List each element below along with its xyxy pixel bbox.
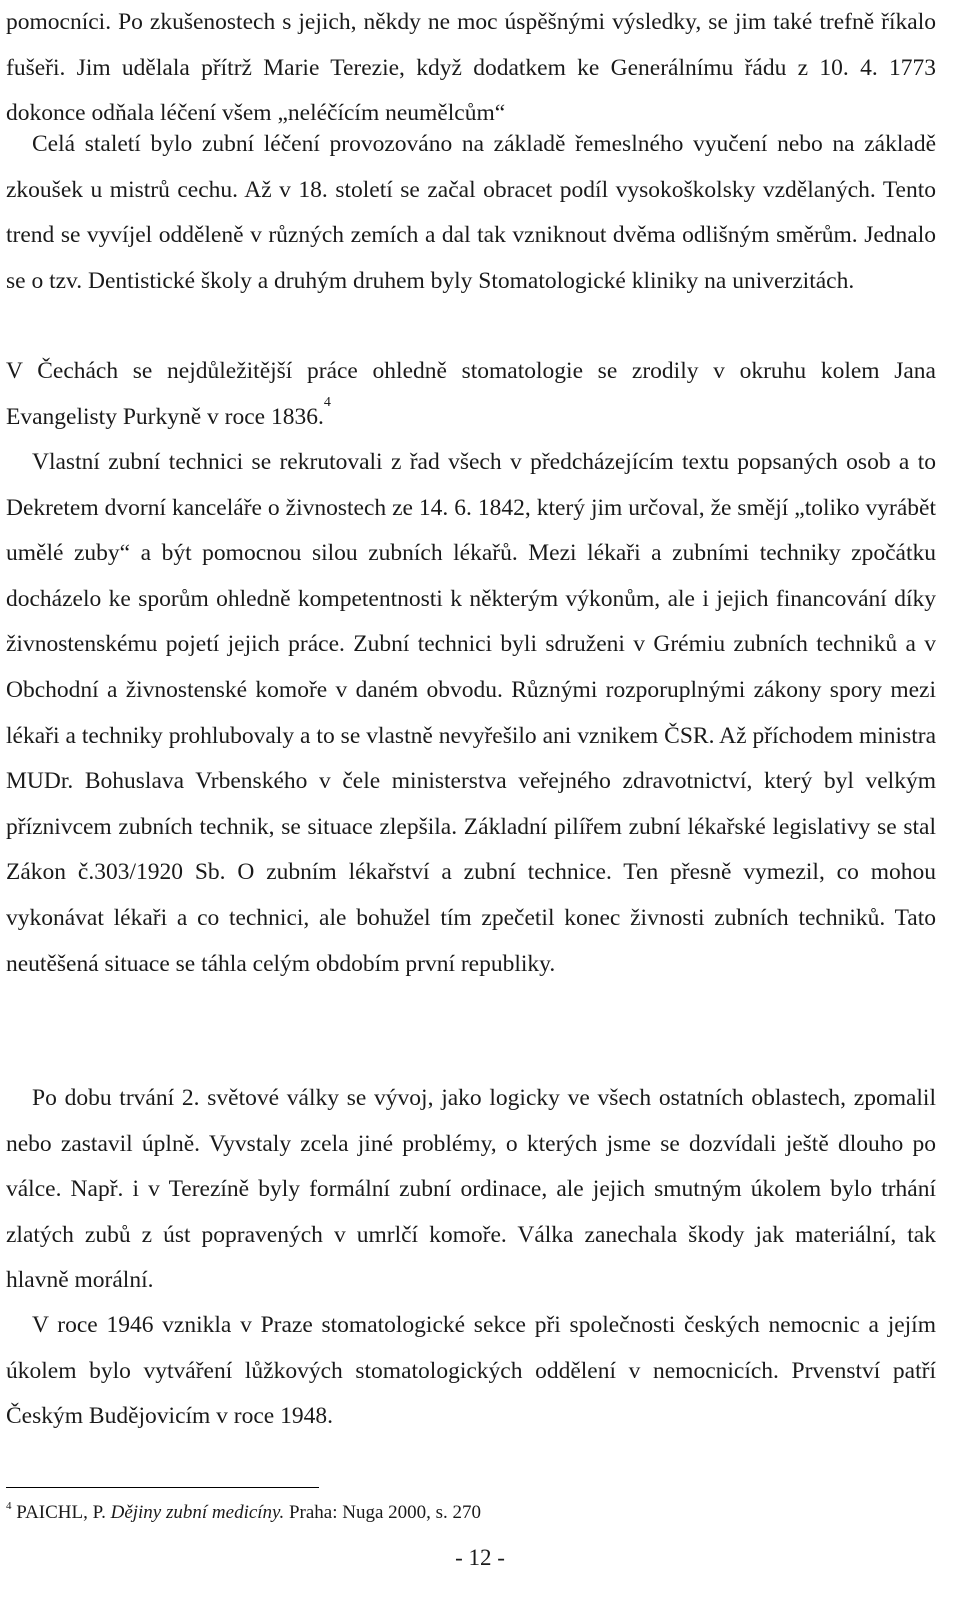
footnote-publisher: Praha: Nuga 2000, s. 270	[288, 1502, 482, 1523]
paragraph-world-war: Po dobu trvání 2. světové války se vývoj, jako logicky ve všech ostatních oblastech, zpomalil nebo zastavil úplně. Vyvstaly zcela jiné problémy, o kterých jsme se dozvídali ještě dlouho po válce. Např. i v Terezíně byly formální zubní ordinace, ale jejich smutným úkolem bylo trhání zlatých zubů z úst popravených v umrlčí komoře. Válka zanechala škody jak materiální, tak hlavně morální.	[6, 1085, 936, 1294]
paragraph-1946: V roce 1946 vznikla v Praze stomatologické sekce při společnosti českých nemocnic a jejím úkolem bylo vytváření lůžkových stomatologických oddělení v nemocnicích. Prvenství patří Českým Budějovicím v roce 1948.	[6, 1312, 936, 1430]
footnote-number: 4	[6, 1500, 12, 1512]
page-number: - 12 -	[455, 1545, 505, 1570]
paragraph-purkyne-text: V Čechách se nejdůležitější práce ohledně stomatologie se zrodily v okruhu kolem Jana Evangelisty Purkyně v roce 1836.	[6, 358, 936, 430]
paragraph-history-training: Celá staletí bylo zubní léčení provozováno na základě řemeslného vyučení nebo na základě zkoušek u mistrů cechu. Až v 18. století se začal obracet podíl vysokoškolsky vzdělaných. Tento trend se vyvíjel odděleně v různých zemích a dal tak vzniknout dvěma odlišným směrům. Jednalo se o tzv. Dentistické školy a druhým druhem byly Stomatologické kliniky na univerzitách.	[6, 131, 936, 294]
paragraph-dental-technicians: Vlastní zubní technici se rekrutovali z řad všech v předcházejícím textu popsaných osob a to Dekretem dvorní kanceláře o živnostech ze 14. 6. 1842, který jim určoval, že smějí „toliko vyrábět umělé zuby“ a být pomocnou silou zubních lékařů. Mezi lékaři a zubními techniky zpočátku docházelo ke sporům ohledně kompetentnosti k některým výkonům, ale i jejich financování díky živnostenskému pojetí jejich práce. Zubní technici byli sdruženi v Grémiu zubních techniků a v Obchodní a živnostenské komoře v daném obvodu. Různými rozporuplnými zákony spory mezi lékaři a techniky prohlubovaly a to se vlastně nevyřešilo ani vznikem ČSR. Až příchodem ministra MUDr. Bohuslava Vrbenského v čele ministerstva veřejného zdravotnictví, který byl velkým příznivcem zubních technik, se situace zlepšila. Základní pilířem zubní lékařské legislativy se stal Zákon č.303/1920 Sb. O zubním lékařství a zubní technice. Ten přesně vymezil, co mohou vykonávat lékaři a co technici, ale bohužel tím zpečetil konec živnosti zubních techniků. Tato neutěšená situace se táhla celým obdobím první republiky.	[6, 449, 936, 977]
footnote-reference[interactable]: 4	[323, 394, 331, 410]
footnote	[6, 1500, 481, 1526]
paragraph-continuation: pomocníci. Po zkušenostech s jejich, někdy ne moc úspěšnými výsledky, se jim také trefně říkalo fušeři. Jim udělala přítrž Marie Terezie, když dodatkem ke Generálnímu řádu z 10. 4. 1773 dokonce odňala léčení všem „neléčícím neumělcům“	[6, 9, 936, 127]
paragraph-purkyne	[6, 349, 936, 440]
footnote-author: PAICHL, P.	[16, 1502, 106, 1523]
footnote-title: Dějiny zubní medicíny.	[110, 1502, 285, 1523]
footnote-divider	[6, 1487, 319, 1488]
